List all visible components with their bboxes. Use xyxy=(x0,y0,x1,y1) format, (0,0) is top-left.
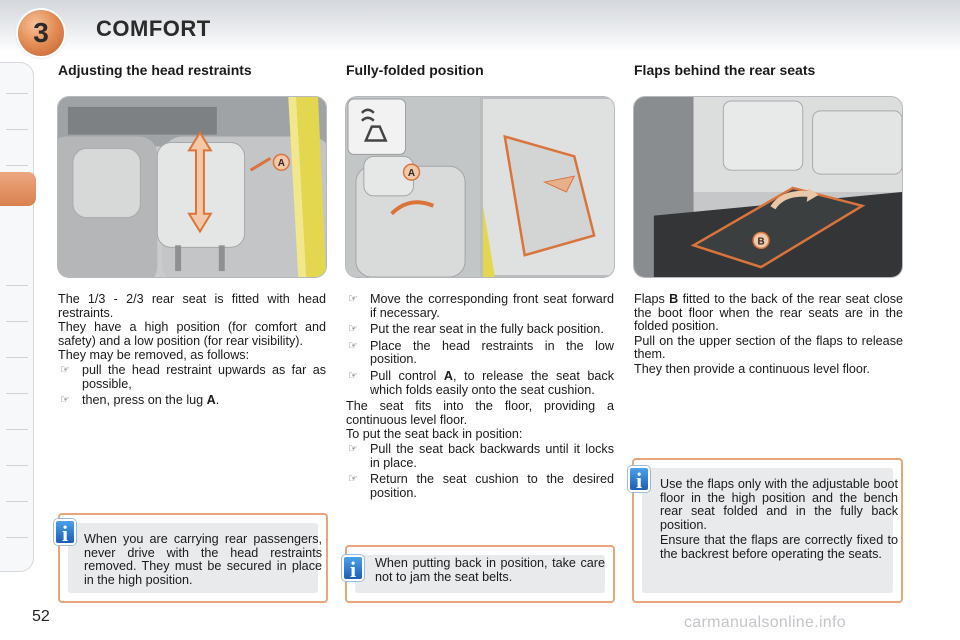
paragraph: They may be removed, as follows: xyxy=(58,348,250,363)
photo3-callout-b: B xyxy=(757,236,765,248)
fully-folded-illustration xyxy=(346,97,614,277)
tab-divider xyxy=(6,93,28,94)
chapter-tab-active[interactable] xyxy=(0,172,36,206)
tab-divider xyxy=(6,285,28,286)
rear-flaps-illustration xyxy=(634,97,902,277)
chapter-title: COMFORT xyxy=(96,16,211,41)
list-item-text: then, press on the lug xyxy=(82,393,207,408)
list-item xyxy=(58,394,326,408)
info-icon: i xyxy=(628,466,650,492)
list-item-text: Put the rear seat in the fully back position. xyxy=(370,322,604,337)
tab-divider xyxy=(6,357,28,358)
list-item-text: Return the seat cushion to the desired position. xyxy=(370,472,614,500)
intro-after: fitted to the back of the rear seat close the boot floor when the rear seats are in the folded position. xyxy=(634,292,904,334)
list-item xyxy=(346,323,614,337)
pointing-hand-icon: ☞ xyxy=(348,369,358,382)
tab-divider xyxy=(6,429,28,430)
head-restraint-illustration xyxy=(58,97,326,277)
intro-before: Flaps xyxy=(634,292,670,306)
info-text xyxy=(660,478,898,562)
list-item xyxy=(346,473,614,500)
rear-flaps-photo xyxy=(633,96,903,278)
paragraph: Pull on the upper section of the flaps to release them. xyxy=(634,333,903,362)
list-item xyxy=(346,340,614,367)
info-text: When you are carrying rear passengers, never drive with the head restraints removed. They must be secured in place in the high position. xyxy=(84,532,322,587)
callout-ref: A xyxy=(206,393,216,408)
fully-folded-photo xyxy=(345,96,615,278)
info-icon: i xyxy=(54,519,76,545)
list-item-text: Place the head restraints in the low position. xyxy=(370,338,614,367)
paragraph: They then provide a continuous level floor. xyxy=(634,361,870,376)
pointing-hand-icon: ☞ xyxy=(348,293,358,305)
pointing-hand-icon: ☞ xyxy=(348,442,358,455)
heading-fully-folded: Fully-folded position xyxy=(346,62,484,78)
list-item xyxy=(58,364,326,391)
list-item-tail: . xyxy=(215,393,220,408)
tab-divider xyxy=(6,129,28,130)
list-item-text: pull the head restraint upwards as far as possible, xyxy=(82,362,326,391)
tab-divider xyxy=(6,165,28,166)
paragraph: To put the seat back in position: xyxy=(346,427,523,442)
watermark: carmanualsonline.info xyxy=(684,614,846,631)
tab-divider xyxy=(6,501,28,502)
paragraph: Use the flaps only with the adjustable boot floor in the high position and the bench rear seat folded and in the fully back position. xyxy=(660,477,898,532)
tab-divider xyxy=(6,537,28,538)
chapter-tab-rail[interactable] xyxy=(0,62,34,572)
list-item xyxy=(346,443,614,470)
photo1-callout-a: A xyxy=(277,158,285,170)
callout-ref: B xyxy=(669,292,679,306)
heading-head-restraints: Adjusting the head restraints xyxy=(58,62,252,78)
paragraph: The seat fits into the floor, providing a continuous level floor. xyxy=(346,399,614,427)
list-item-text: Move the corresponding front seat forward if necessary. xyxy=(370,292,614,320)
info-box-head-restraints xyxy=(58,513,328,603)
pointing-hand-icon: ☞ xyxy=(60,394,70,407)
pointing-hand-icon: ☞ xyxy=(348,473,358,486)
page-number: 52 xyxy=(32,608,50,625)
info-box-flaps xyxy=(632,458,903,603)
info-text: When putting back in position, take care not to jam the seat belts. xyxy=(375,556,605,584)
tab-divider xyxy=(6,465,28,466)
list-item xyxy=(346,293,614,320)
list-item-tail: , to release the seat back which folds easily onto the seat cushion. xyxy=(370,368,614,397)
fully-folded-text xyxy=(346,293,614,503)
photo2-callout-a: A xyxy=(407,168,416,180)
pointing-hand-icon: ☞ xyxy=(60,363,70,376)
tab-divider xyxy=(6,393,28,394)
heading-flaps: Flaps behind the rear seats xyxy=(634,62,816,78)
pointing-hand-icon: ☞ xyxy=(348,339,358,352)
paragraph: They have a high position (for comfort and safety) and a low position (for rear visibility). xyxy=(58,320,326,348)
paragraph: The 1/3 - 2/3 rear seat is fitted with head restraints. xyxy=(58,292,326,320)
list-item-text: Pull the seat back backwards until it locks in place. xyxy=(370,441,614,470)
chapter-number: 3 xyxy=(33,17,49,48)
info-box-fully-folded xyxy=(345,545,615,603)
info-icon: i xyxy=(342,555,364,581)
list-item xyxy=(346,370,614,397)
pointing-hand-icon: ☞ xyxy=(348,323,358,336)
paragraph xyxy=(634,293,903,334)
head-restraints-text xyxy=(58,293,326,411)
list-item-text: Pull control xyxy=(370,368,444,383)
tab-divider xyxy=(6,321,28,322)
callout-ref: A xyxy=(443,368,454,383)
head-restraint-photo xyxy=(57,96,327,278)
paragraph: Ensure that the flaps are correctly fixed to the backrest before operating the seats. xyxy=(660,533,898,561)
flaps-text xyxy=(634,293,903,378)
